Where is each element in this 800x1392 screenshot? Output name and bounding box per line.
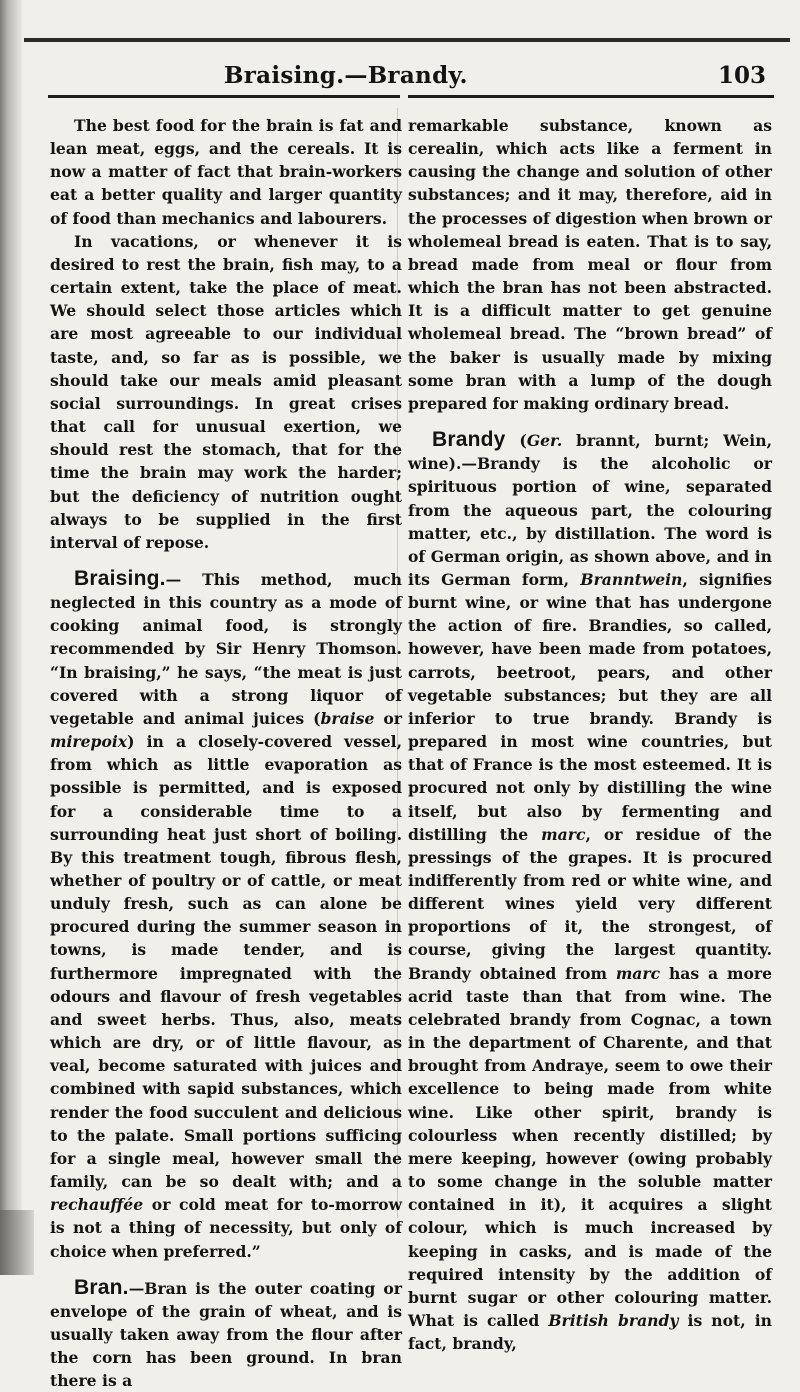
- braising-italic-braise: braise: [320, 708, 375, 728]
- braising-text-a: — This method, much neglected in this country as a mode of cooking animal food, is strongly recommended by Sir Henry Thomson. “In braising,” he says, “the meat is just covered with a strong liquor of vegetable and animal juices (: [50, 569, 402, 728]
- header-rule-right: [408, 95, 774, 98]
- brandy-text-c: , signifies burnt wine, or wine that has undergone the action of fire. Brandies, so called, however, have been made from potatoes, carrots, beetroot, pears, and other vegetable substances; but they are all inferior to true brandy. Brandy is prepared in most wine countries, but that of France is the most esteemed. It is procured not only by distilling the wine itself, but also by fermenting and distilling the: [408, 569, 773, 844]
- brandy-text-d: , or residue of the pressings of the grapes. It is procured indifferently from red or white wine, and different wines yield very different proportions of it, the strongest, of course, giving the largest quantity. Brandy obtained from: [408, 824, 772, 983]
- top-rule: [24, 38, 790, 42]
- braising-text-b: or: [374, 708, 402, 728]
- braising-italic-mirepoix: mirepoix: [50, 732, 128, 752]
- entry-brandy: [408, 428, 772, 1355]
- header-rule-left: [48, 95, 400, 98]
- running-head: [0, 60, 800, 94]
- right-column: [408, 114, 772, 1355]
- braising-text-d: or cold meat for to-morrow is not a thing of necessity, but only of choice when preferred.”: [50, 1195, 402, 1261]
- headword-brandy: Brandy: [432, 428, 506, 452]
- paragraph-brain-food: The best food for the brain is fat and lean meat, eggs, and the cereals. It is now a matter of fact that brain-workers eat a better quality and larger quantity of food than mechanics and labourers.: [50, 116, 402, 228]
- paragraph-bran-continued: remarkable substance, known as cerealin, which acts like a ferment in causing the change and solution of other substances; and it may, therefore, aid in the processes of digestion when brown or wholemeal bread is eaten. That is to say, bread made from meal or flour from which the bran has not been abstracted. It is a difficult matter to get genuine wholemeal bread. The “brown bread” of the baker is usually made by mixing some bran with a lump of the dough prepared for making ordinary bread.: [408, 116, 772, 413]
- running-title: Braising.—Brandy.: [224, 62, 468, 89]
- headword-bran: Bran.: [74, 1275, 129, 1299]
- brandy-text-e: has a more acrid taste than that from wine. The celebrated brandy from Cognac, a town in the department of Charente, and that brought from Andraye, seem to owe their excellence to being made from white wine. Like other spirit, brandy is colourless when recently distilled; by mere keeping, however (owing probably to some change in the soluble matter contained in it), it acquires a slight colour, which is much increased by keeping in casks, and is made of the required intensity by the addition of burnt sugar or other colouring matter. What is called: [408, 963, 772, 1330]
- entry-braising: [50, 567, 402, 1263]
- entry-bran: [50, 1276, 402, 1392]
- page-corner-shadow: [0, 1210, 34, 1275]
- brandy-italic-marc-1: marc: [541, 824, 586, 844]
- brandy-text-a: (: [505, 431, 527, 451]
- brandy-italic-marc-2: marc: [615, 963, 661, 983]
- bran-text: —Bran is the outer coating or envelope of the grain of wheat, and is usually taken away from the flour after the corn has been ground. In bran there is a: [50, 1278, 402, 1391]
- brandy-text-f: is not, in fact, brandy,: [408, 1310, 773, 1354]
- braising-italic-rechauffee: rechauffée: [50, 1195, 144, 1215]
- page-binding-edge: [0, 0, 22, 1275]
- headword-braising: Braising.: [74, 566, 166, 590]
- paragraph-vacations: In vacations, or whenever it is desired to rest the brain, fish may, to a certain extent, take the place of meat. We should select those articles which are most agreeable to our individual taste, and, so far as is possible, we should take our meals amid pleasant social surroundings. In great crises that call for unusual exertion, we should rest the stomach, that for the time the brain may work the harder; but the deficiency of nutrition ought always to be supplied in the first interval of repose.: [50, 231, 402, 552]
- brandy-italic-branntwein: Branntwein: [580, 569, 683, 589]
- braising-text-c: ) in a closely-covered vessel, from which as little evaporation as possible is permitted, and is exposed for a considerable time to a surrounding heat just short of boiling. By this treatment tough, fibrous flesh, whether of poultry or of cattle, or meat unduly fresh, such as can alone be procured during the summer season in towns, is made tender, and is furthermore impregnated with the odours and flavour of fresh vegetables and sweet herbs. Thus, also, meats which are dry, or of little flavour, as veal, become saturated with juices and combined with sapid substances, which render the food succulent and delicious to the palate. Small portions sufficing for a single meal, however small the family, can be so dealt with; and a: [50, 732, 402, 1192]
- brandy-italic-ger: Ger.: [526, 431, 563, 451]
- page-number: 103: [718, 62, 767, 89]
- left-column: [50, 114, 402, 1392]
- brandy-italic-british-brandy: British brandy: [548, 1310, 679, 1330]
- brandy-text-b: brannt, burnt; Wein, wine).—Brandy is the alcoholic or spirituous portion of wine, separated from the aqueous part, the colouring matter, etc., by distillation. The word is of German origin, as shown above, and in its German form,: [408, 431, 772, 589]
